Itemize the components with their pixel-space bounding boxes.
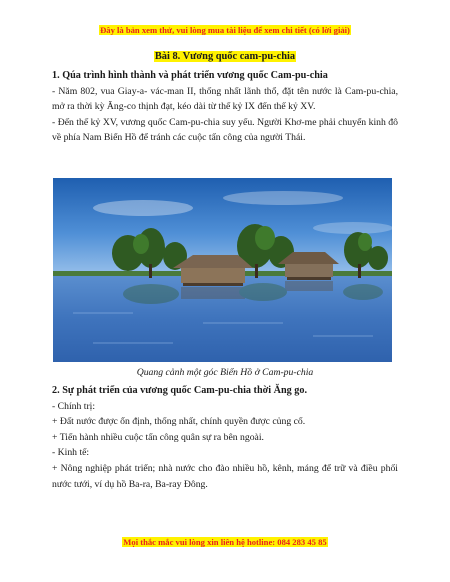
section-1-paragraph-2: - Đến thế kỷ XV, vương quốc Cam-pu-chia suy yếu. Người Khơ-me phải chuyển kinh đô về phía Nam Biển Hồ để tránh các cuộc tấn công của người Thái. [52,116,398,144]
economy-item: + Nông nghiệp phát triển; nhà nước cho đào nhiều hồ, kênh, máng để trữ và điều phối nước tưới, ví dụ hồ Ba-ra, Ba-ray Đông. [52,462,398,490]
economy-label: - Kinh tế: [52,447,90,459]
hotline-notice-banner [0,537,450,547]
section-1 [52,68,398,146]
politics-item: + Đất nước được ổn định, thống nhất, chính quyền được củng cố. [52,416,306,428]
politics-item: + Tiến hành nhiều cuộc tấn công quân sự ra bên ngoài. [52,431,264,443]
section-1-heading: 1. Qúa trình hình thành và phát triển vương quốc Cam-pu-chia [52,70,328,81]
lake-photo [53,178,392,362]
page-title [0,51,450,62]
section-2 [52,383,398,492]
preview-notice-banner [0,25,450,35]
image-caption: Quang cảnh một góc Biển Hồ ở Cam-pu-chia [136,367,314,378]
politics-label: - Chính trị: [52,400,96,412]
page-title-text: Bài 8. Vương quốc cam-pu-chia [154,51,296,62]
section-2-heading: 2. Sự phát triển của vương quốc Cam-pu-chia thời Ăng go. [52,385,308,396]
hotline-notice-text: Mọi thắc mắc vui lòng xin liên hệ hotline: 084 283 45 85 [123,537,327,547]
section-1-paragraph-1: - Năm 802, vua Giay-a- vác-man II, thống nhất lãnh thổ, đặt tên nước là Cam-pu-chia, mở ra thời kỳ Ăng-co thịnh đạt, kéo dài từ thế kỷ IX đến thế kỷ XV. [52,85,398,113]
preview-notice-text: Đây là bản xem thử, vui lòng mua tài liệu để xem chi tiết (có lời giải) [100,25,350,35]
